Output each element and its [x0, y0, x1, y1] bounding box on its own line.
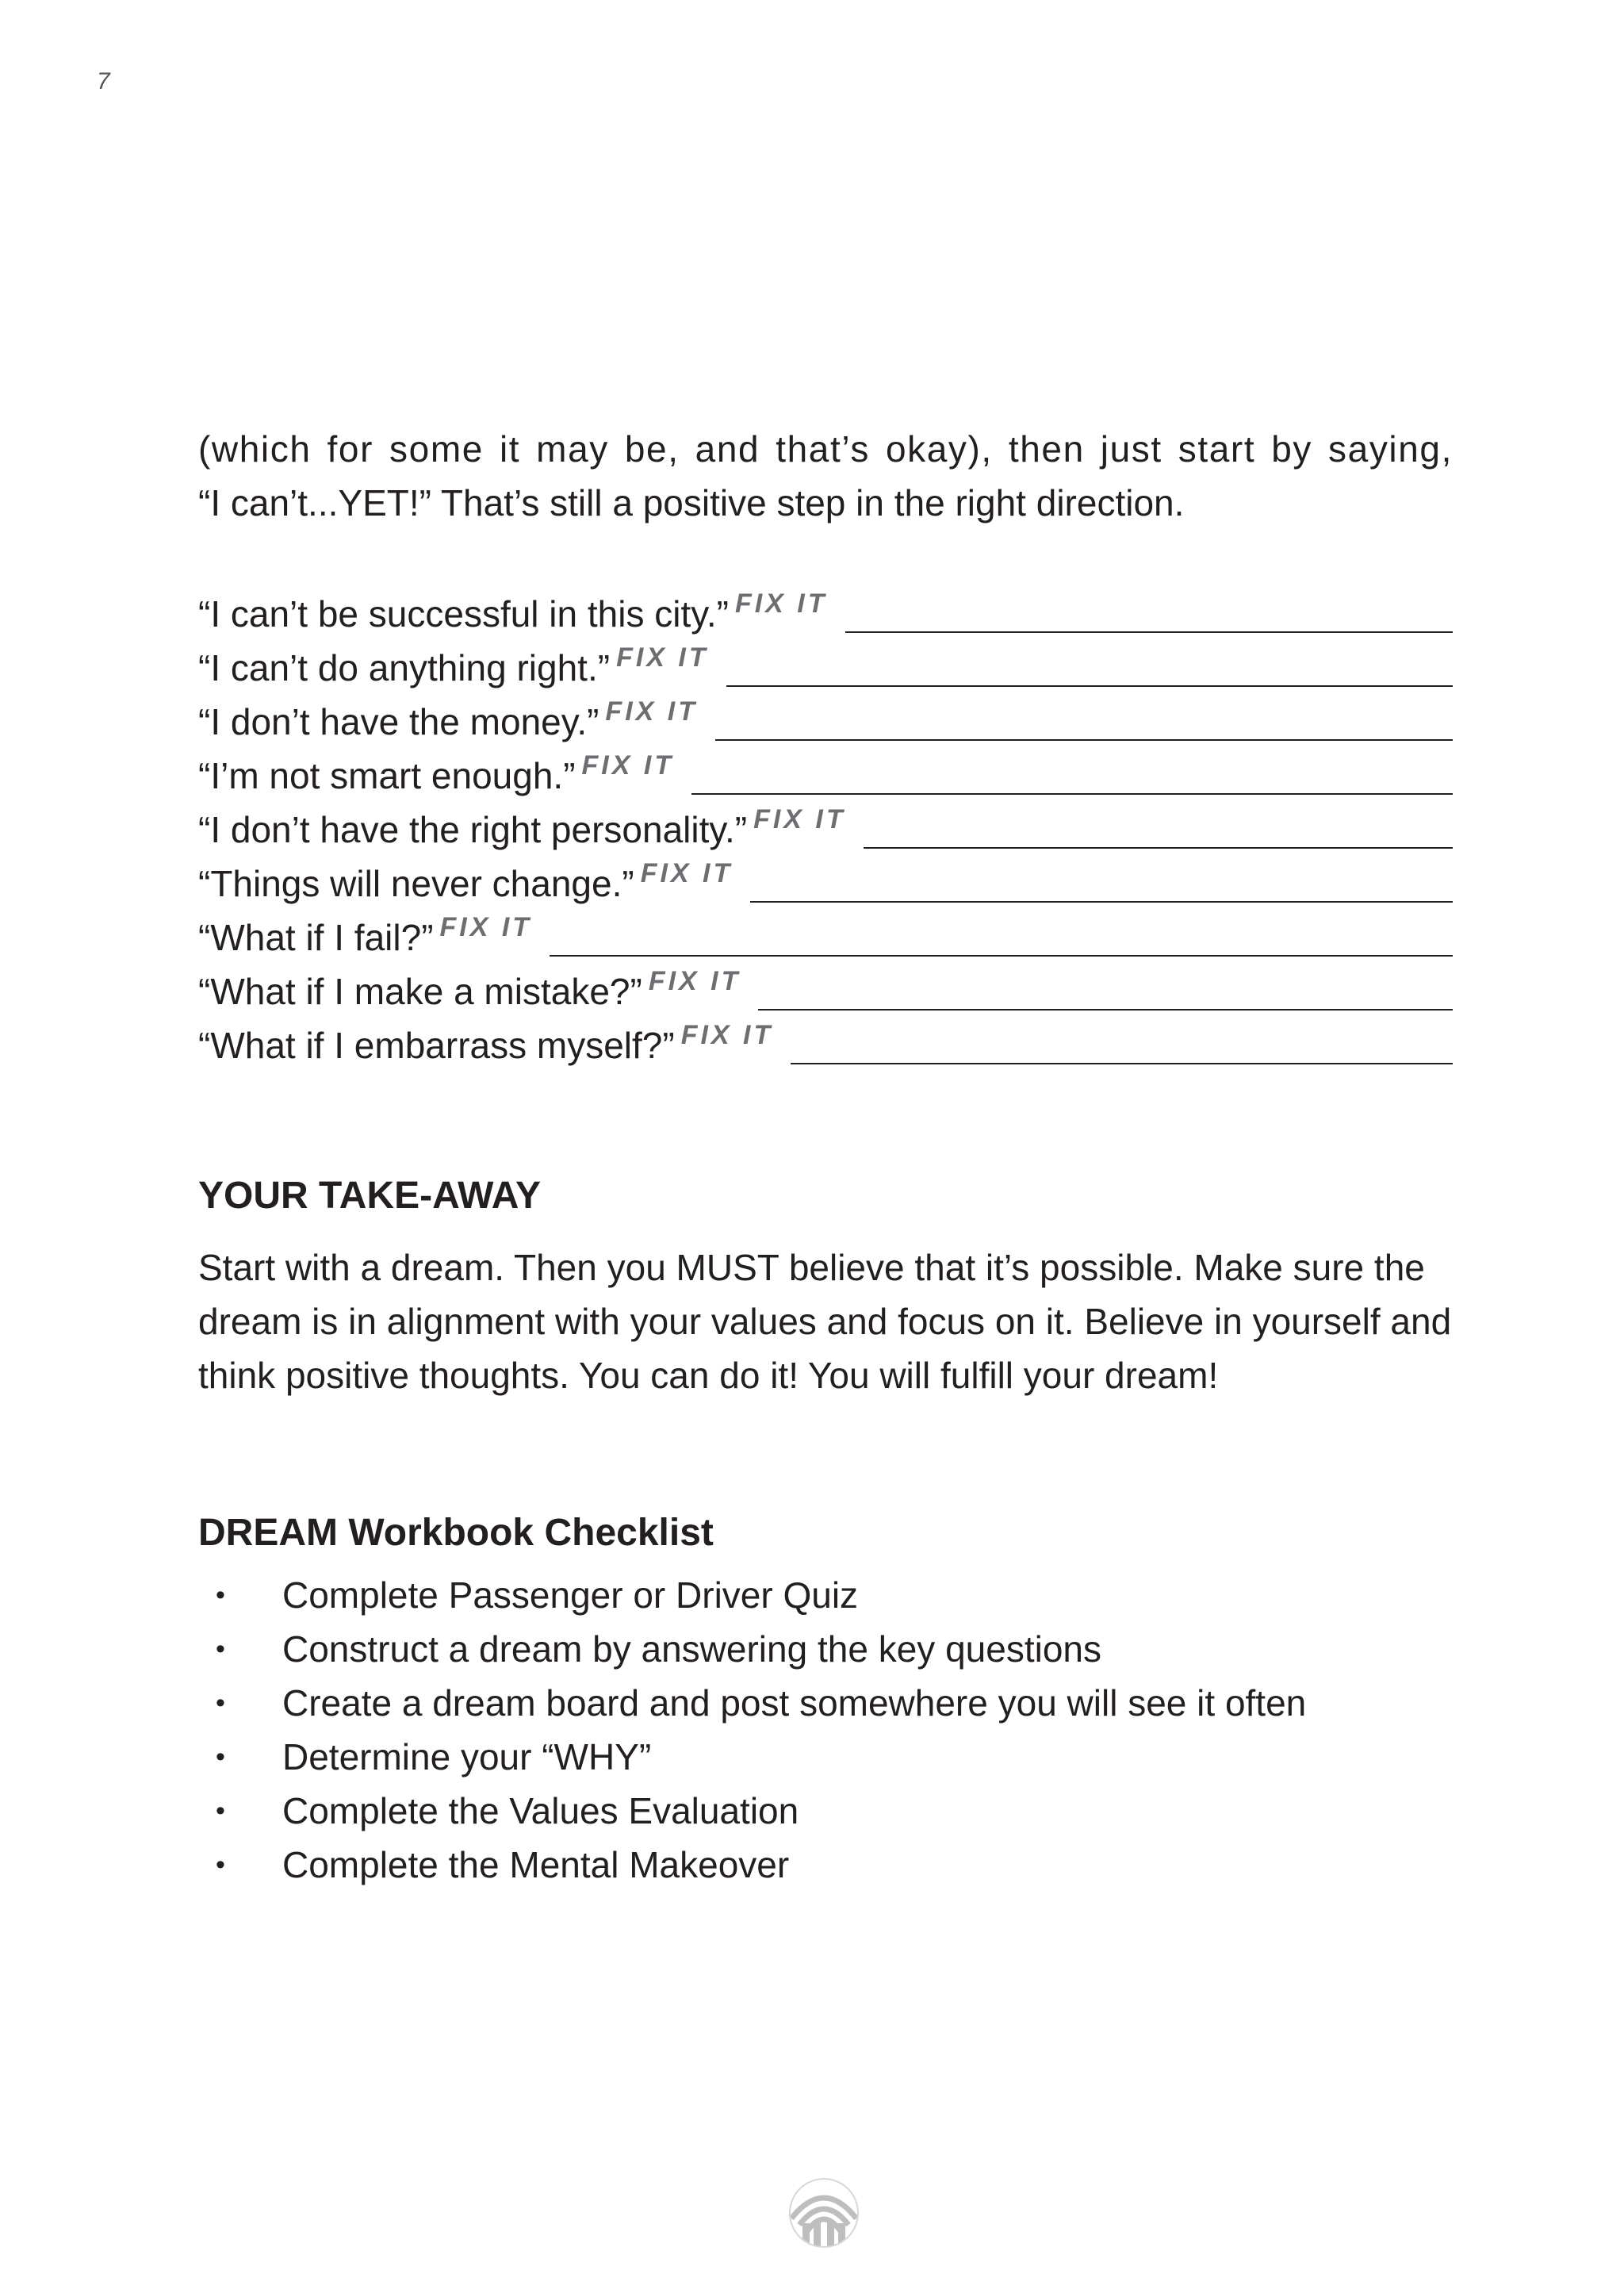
- fix-it-row: [198, 587, 1453, 641]
- fix-it-label: FIX IT: [648, 966, 741, 996]
- fix-it-answer-line[interactable]: [845, 631, 1454, 633]
- checklist-item-label: Construct a dream by answering the key questions: [282, 1628, 1101, 1670]
- intro-paragraph: [198, 422, 1453, 530]
- checklist-item-label: Determine your “WHY”: [282, 1736, 652, 1777]
- fix-it-row: [198, 911, 1453, 964]
- fix-it-row: [198, 749, 1453, 803]
- negative-statement: “I don’t have the money.”: [198, 701, 599, 742]
- brand-logo-icon: [788, 2177, 860, 2249]
- fix-it-label: FIX IT: [439, 912, 533, 942]
- checklist-item-label: Complete Passenger or Driver Quiz: [282, 1574, 859, 1616]
- negative-statement: “What if I fail?”: [198, 917, 434, 958]
- checklist-item: [198, 1784, 1453, 1838]
- takeaway-heading: YOUR TAKE-AWAY: [198, 1175, 542, 1217]
- negative-statement: “What if I embarrass myself?”: [198, 1025, 675, 1066]
- negative-statement: “I can’t be successful in this city.”: [198, 593, 729, 635]
- bullet-icon: •: [216, 1741, 225, 1772]
- fix-it-row: [198, 857, 1453, 911]
- negative-statement: “I can’t do anything right.”: [198, 647, 611, 688]
- negative-statement: “I’m not smart enough.”: [198, 755, 576, 796]
- checklist-item: [198, 1568, 1453, 1622]
- fix-it-row: [198, 695, 1453, 749]
- fix-it-answer-line[interactable]: [691, 793, 1453, 795]
- fix-it-label: FIX IT: [753, 804, 846, 834]
- fix-it-answer-line[interactable]: [750, 901, 1453, 903]
- fix-it-answer-line[interactable]: [791, 1063, 1453, 1064]
- fix-it-answer-line[interactable]: [864, 847, 1453, 849]
- fix-it-row: [198, 1018, 1453, 1072]
- fix-it-answer-line[interactable]: [758, 1009, 1453, 1010]
- fix-it-row: [198, 641, 1453, 695]
- bullet-icon: •: [216, 1687, 225, 1718]
- fix-it-answer-line[interactable]: [726, 685, 1453, 687]
- fix-it-answer-line[interactable]: [715, 739, 1453, 741]
- fix-it-row: [198, 803, 1453, 857]
- fix-it-label: FIX IT: [605, 696, 698, 727]
- fix-it-label: FIX IT: [640, 858, 733, 888]
- intro-line-2: “I can’t...YET!” That’s still a positive step in the right direction.: [198, 482, 1185, 523]
- negative-statement: “Things will never change.”: [198, 863, 634, 904]
- fix-it-label: FIX IT: [734, 589, 828, 619]
- fix-it-answer-line[interactable]: [550, 955, 1453, 957]
- fix-it-label: FIX IT: [616, 642, 709, 673]
- fix-it-row: [198, 964, 1453, 1018]
- checklist-item-label: Create a dream board and post somewhere you will see it often: [282, 1682, 1307, 1724]
- negative-statement: “I don’t have the right personality.”: [198, 809, 748, 850]
- intro-line-1: (which for some it may be, and that’s okay), then just start by saying,: [198, 428, 1453, 470]
- checklist-item: [198, 1622, 1453, 1676]
- bullet-icon: •: [216, 1849, 225, 1880]
- fix-it-label: FIX IT: [680, 1020, 774, 1050]
- bullet-icon: •: [216, 1579, 225, 1610]
- checklist-item: [198, 1676, 1453, 1730]
- checklist-item-label: Complete the Values Evaluation: [282, 1790, 799, 1831]
- page-number: 7: [97, 68, 110, 94]
- checklist-item: [198, 1838, 1453, 1892]
- checklist: [198, 1568, 1453, 1892]
- bullet-icon: •: [216, 1795, 225, 1826]
- negative-statement: “What if I make a mistake?”: [198, 971, 642, 1012]
- fix-it-list: [198, 587, 1453, 1072]
- takeaway-paragraph: Start with a dream. Then you MUST believe that it’s possible. Make sure the dream is in alignment with your values and focus on it. Believe in yourself and think positive thoughts. You can do it! You will fulfill your dream!: [198, 1247, 1452, 1396]
- checklist-heading: DREAM Workbook Checklist: [198, 1512, 714, 1554]
- checklist-item-label: Complete the Mental Makeover: [282, 1844, 790, 1885]
- bullet-icon: •: [216, 1633, 225, 1664]
- checklist-item: [198, 1730, 1453, 1784]
- fix-it-label: FIX IT: [581, 750, 675, 780]
